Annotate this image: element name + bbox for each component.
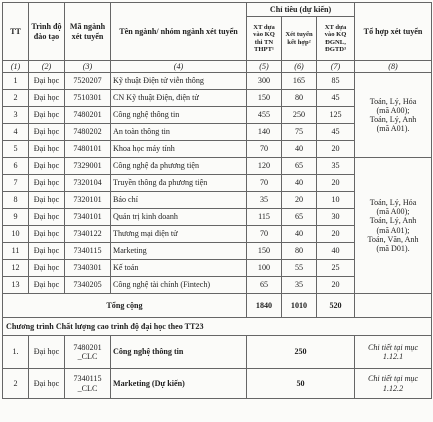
row-quota-combined: 75 [282,124,317,141]
row-tt: 13 [3,277,29,294]
row-quota-dgnl: 20 [317,226,355,243]
col-number: (6) [282,61,317,73]
combo-line: (mã A01); [376,225,410,235]
clc-tt: 1. [3,336,29,369]
row-level: Đại học [29,260,65,277]
admissions-quota-table [2,2,432,399]
row-name: Khoa học máy tính [111,141,247,158]
row-code: 7480202 [65,124,111,141]
row-tt: 3 [3,107,29,124]
row-quota-combined: 165 [282,73,317,90]
clc-level: Đại học [29,336,65,369]
row-level: Đại học [29,243,65,260]
row-quota-combined: 35 [282,277,317,294]
clc-code: 7480201 _CLC [65,336,111,369]
row-quota-thpt: 115 [247,209,282,226]
header-code: Mã ngành xét tuyển [65,3,111,61]
row-quota-dgnl: 35 [317,158,355,175]
row-name: Kỹ thuật Điện tử viễn thông [111,73,247,90]
row-code: 7329001 [65,158,111,175]
row-name: Truyền thông đa phương tiện [111,175,247,192]
header-quota-dgnl: XT dựa vào KQ ĐGNL, ĐGTD³ [317,17,355,61]
header-combo: Tổ hợp xét tuyển [355,3,432,61]
row-quota-combined: 40 [282,175,317,192]
total-combo-empty [355,294,432,318]
row-tt: 5 [3,141,29,158]
total-label: Tổng cộng [3,294,247,318]
combo-group-1 [355,73,432,158]
row-code: 7340205 [65,277,111,294]
row-quota-thpt: 150 [247,90,282,107]
row-quota-dgnl: 125 [317,107,355,124]
row-tt: 12 [3,260,29,277]
col-number: (1) [3,61,29,73]
row-tt: 1 [3,73,29,90]
row-quota-thpt: 35 [247,192,282,209]
total-thpt: 1840 [247,294,282,318]
row-quota-thpt: 150 [247,243,282,260]
combo-line: Toán, Lý, Hóa [369,96,417,106]
row-quota-thpt: 70 [247,226,282,243]
row-quota-combined: 80 [282,90,317,107]
row-quota-thpt: 70 [247,175,282,192]
row-name: Quản trị kinh doanh [111,209,247,226]
row-quota-thpt: 300 [247,73,282,90]
row-code: 7340122 [65,226,111,243]
total-combined: 1010 [282,294,317,318]
row-quota-dgnl: 45 [317,90,355,107]
row-level: Đại học [29,124,65,141]
header-tt: TT [3,3,29,61]
row-quota-thpt: 140 [247,124,282,141]
row-name: CN Kỹ thuật Điện, điện tử [111,90,247,107]
row-quota-thpt: 70 [247,141,282,158]
clc-row [3,336,432,369]
row-quota-dgnl: 10 [317,192,355,209]
row-level: Đại học [29,175,65,192]
row-name: Thương mại điện tử [111,226,247,243]
clc-name: Marketing (Dự kiến) [111,369,247,399]
row-quota-combined: 40 [282,141,317,158]
clc-detail: Chi tiết tại mục 1.12.2 [355,369,432,399]
row-level: Đại học [29,209,65,226]
row-quota-thpt: 65 [247,277,282,294]
row-code: 7480201 [65,107,111,124]
header-quota-group: Chỉ tiêu (dự kiến) [247,3,355,17]
row-quota-combined: 55 [282,260,317,277]
row-code: 7480101 [65,141,111,158]
row-tt: 11 [3,243,29,260]
clc-detail: Chi tiết tại mục 1.12.1 [355,336,432,369]
row-quota-dgnl: 20 [317,277,355,294]
program-row [3,73,432,90]
col-number: (5) [247,61,282,73]
combo-line: (mã A00); [376,105,410,115]
row-code: 7320101 [65,192,111,209]
row-quota-thpt: 455 [247,107,282,124]
col-number: (2) [29,61,65,73]
clc-level: Đại học [29,369,65,399]
row-quota-combined: 250 [282,107,317,124]
header-level: Trình độ đào tạo [29,3,65,61]
row-code: 7320104 [65,175,111,192]
clc-name: Công nghệ thông tin [111,336,247,369]
clc-row [3,369,432,399]
row-quota-combined: 65 [282,158,317,175]
row-quota-dgnl: 30 [317,209,355,226]
row-level: Đại học [29,192,65,209]
row-tt: 9 [3,209,29,226]
row-code: 7510301 [65,90,111,107]
program-row [3,158,432,175]
combo-line: (mã A01). [376,124,410,134]
row-quota-combined: 40 [282,226,317,243]
header-quota-thpt: XT dựa vào KQ thi TN THPT¹ [247,17,282,61]
section-row [3,318,432,336]
clc-tt: 2 [3,369,29,399]
program-rows [3,73,432,294]
header-name: Tên ngành/ nhóm ngành xét tuyển [111,3,247,61]
row-code: 7340301 [65,260,111,277]
row-level: Đại học [29,277,65,294]
row-level: Đại học [29,158,65,175]
clc-quota: 50 [247,369,355,399]
total-row [3,294,432,318]
row-code: 7520207 [65,73,111,90]
row-name: Công nghệ thông tin [111,107,247,124]
col-number: (8) [355,61,432,73]
row-level: Đại học [29,73,65,90]
row-code: 7340101 [65,209,111,226]
row-quota-dgnl: 25 [317,260,355,277]
row-quota-dgnl: 85 [317,73,355,90]
row-quota-dgnl: 40 [317,243,355,260]
row-quota-combined: 80 [282,243,317,260]
row-name: Kế toán [111,260,247,277]
row-tt: 4 [3,124,29,141]
row-name: Công nghệ tài chính (Fintech) [111,277,247,294]
combo-line: (mã A00); [376,207,410,217]
row-quota-combined: 20 [282,192,317,209]
combo-group-2 [355,158,432,294]
row-code: 7340115 [65,243,111,260]
row-name: Công nghệ đa phương tiện [111,158,247,175]
header-quota-combined: Xét tuyển kết hợp² [282,17,317,61]
row-name: An toàn thông tin [111,124,247,141]
row-level: Đại học [29,226,65,243]
clc-quota: 250 [247,336,355,369]
combo-line: Toán, Lý, Anh [369,115,417,124]
row-level: Đại học [29,141,65,158]
row-quota-thpt: 120 [247,158,282,175]
row-quota-thpt: 100 [247,260,282,277]
row-quota-combined: 65 [282,209,317,226]
row-name: Báo chí [111,192,247,209]
row-tt: 10 [3,226,29,243]
combo-line: Toán, Lý, Hóa [369,198,417,208]
total-dgnl: 520 [317,294,355,318]
row-quota-dgnl: 20 [317,141,355,158]
col-number: (4) [111,61,247,73]
col-number: (7) [317,61,355,73]
combo-line: (mã D01). [376,243,410,253]
row-tt: 6 [3,158,29,175]
row-level: Đại học [29,90,65,107]
section-title: Chương trình Chất lượng cao trình độ đại học theo TT23 [3,318,432,336]
combo-line: Toán, Văn, Anh [367,234,419,244]
row-name: Marketing [111,243,247,260]
row-tt: 2 [3,90,29,107]
row-tt: 7 [3,175,29,192]
combo-line: Toán, Lý, Anh [369,216,417,226]
col-number: (3) [65,61,111,73]
clc-code: 7340115 _CLC [65,369,111,399]
row-quota-dgnl: 45 [317,124,355,141]
row-tt: 8 [3,192,29,209]
row-quota-dgnl: 20 [317,175,355,192]
row-level: Đại học [29,107,65,124]
